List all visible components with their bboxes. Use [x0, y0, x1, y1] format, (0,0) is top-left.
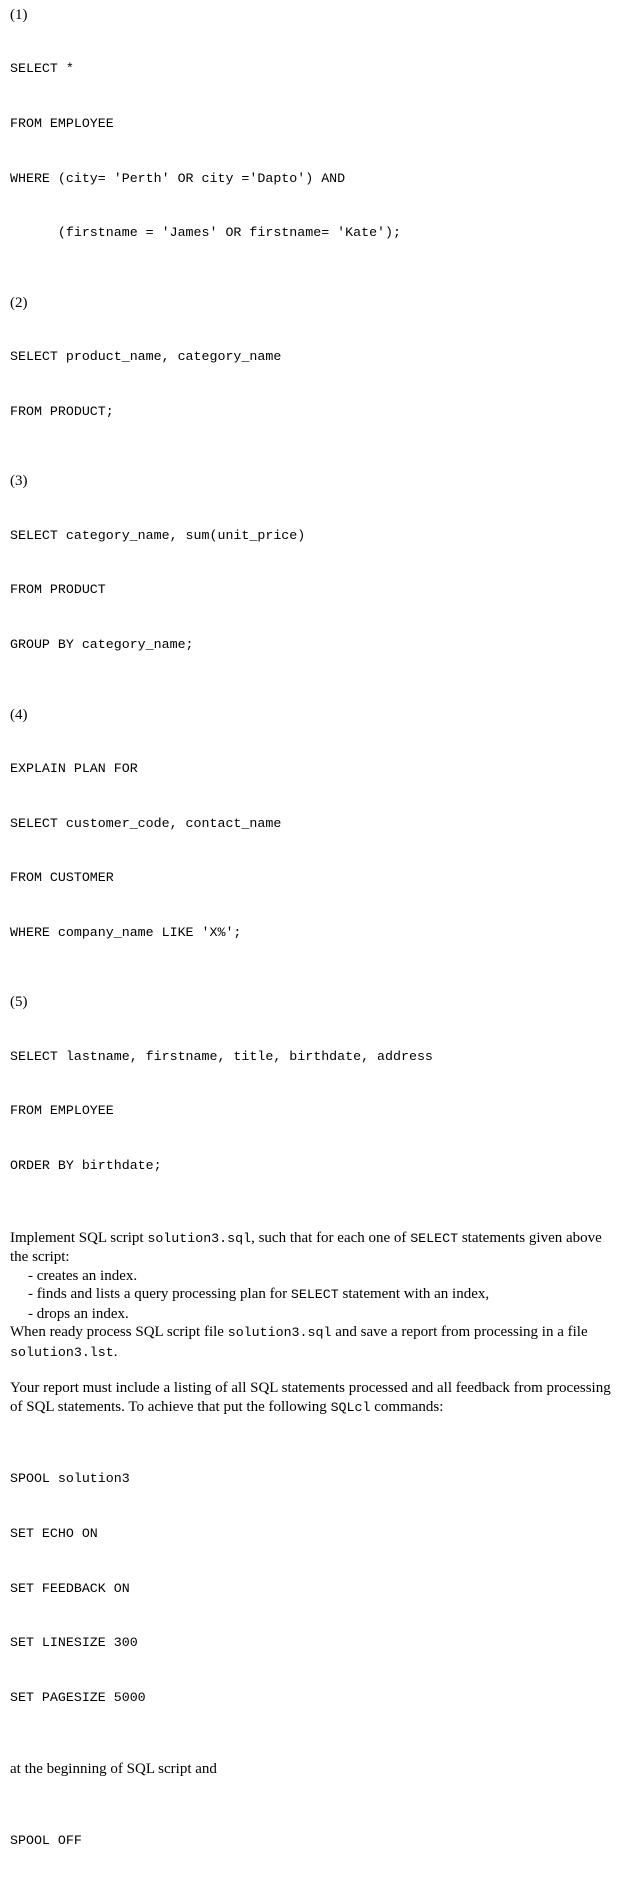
query-label: (2): [10, 294, 28, 311]
code-line: FROM PRODUCT;: [10, 403, 114, 419]
select-keyword: SELECT: [410, 1230, 459, 1246]
code-line: GROUP BY category_name;: [10, 636, 194, 652]
process-paragraph: [10, 1323, 622, 1362]
code-line: ORDER BY birthdate;: [10, 1157, 162, 1173]
query-block-3: [10, 472, 622, 690]
task-item: [10, 1267, 622, 1286]
code-line: SELECT customer_code, contact_name: [10, 815, 282, 831]
code-line: FROM CUSTOMER: [10, 870, 114, 886]
code-line: EXPLAIN PLAN FOR: [10, 760, 138, 776]
code-line: SELECT category_name, sum(unit_price): [10, 527, 306, 543]
sqlcl-keyword: SQLcl: [330, 1399, 371, 1415]
task-item: [10, 1285, 622, 1305]
code-line: SELECT product_name, category_name: [10, 349, 282, 365]
process-text: When ready process SQL script file: [10, 1324, 228, 1341]
query-code: [10, 312, 622, 458]
script-filename: solution3.sql: [227, 1325, 332, 1341]
query-block-4: [10, 706, 622, 979]
code-line: SPOOL solution3: [10, 1471, 130, 1487]
query-block-5: [10, 993, 622, 1211]
query-code: [10, 724, 622, 979]
spool-off-command: [10, 1796, 622, 1887]
instructions: [10, 1229, 622, 1418]
report-text: Your report must include a listing of all SQL statements processed and all feedback from processing of SQL statements. To achieve that put the following: [10, 1380, 611, 1415]
code-line: SET PAGESIZE 5000: [10, 1689, 146, 1705]
code-line: WHERE company_name LIKE 'X%';: [10, 924, 242, 940]
code-line: WHERE (city= 'Perth' OR city ='Dapto') AND: [10, 170, 346, 186]
query-code: [10, 1011, 622, 1211]
task-list: [10, 1267, 622, 1324]
code-line: FROM PRODUCT: [10, 582, 106, 598]
query-label: (3): [10, 473, 28, 490]
code-line: SELECT lastname, firstname, title, birthdate, address: [10, 1048, 433, 1064]
select-keyword: SELECT: [290, 1287, 339, 1303]
query-label: (1): [10, 7, 28, 23]
query-block-1: [10, 6, 622, 279]
spool-commands: [10, 1434, 622, 1743]
query-label: (4): [10, 706, 28, 723]
code-line: SET ECHO ON: [10, 1526, 98, 1542]
code-line: FROM EMPLOYEE: [10, 1103, 114, 1119]
code-line: SET FEEDBACK ON: [10, 1580, 130, 1596]
intro-text: statements given above the script:: [10, 1229, 602, 1266]
task-item: [10, 1305, 622, 1324]
query-block-2: [10, 294, 622, 458]
code-line: SET LINESIZE 300: [10, 1635, 138, 1651]
task-text: - creates an index.: [28, 1267, 138, 1284]
report-paragraph: [10, 1379, 622, 1417]
code-line: FROM EMPLOYEE: [10, 116, 114, 131]
intro-paragraph: [10, 1229, 622, 1267]
code-line: SELECT *: [10, 61, 74, 77]
query-code: [10, 490, 622, 690]
query-label: (5): [10, 994, 28, 1011]
process-text: .: [113, 1343, 118, 1360]
task-text: - drops an index.: [28, 1305, 129, 1322]
report-filename: solution3.lst: [10, 1344, 114, 1360]
process-text: and save a report from processing in a file: [331, 1324, 588, 1341]
code-line: SPOOL OFF: [10, 1833, 82, 1849]
query-code: [10, 24, 622, 279]
script-filename: solution3.sql: [147, 1230, 252, 1246]
intro-text: , such that for each one of: [251, 1229, 411, 1246]
document-body: [10, 6, 622, 1887]
intro-text: Implement SQL script: [10, 1229, 148, 1246]
task-text: statement with an index,: [338, 1286, 490, 1303]
beginning-text: at the beginning of SQL script and: [10, 1761, 217, 1778]
report-text: commands:: [370, 1398, 444, 1415]
task-text: - finds and lists a query processing plan for: [28, 1286, 291, 1303]
code-line: (firstname = 'James' OR firstname= 'Kate');: [10, 225, 401, 241]
